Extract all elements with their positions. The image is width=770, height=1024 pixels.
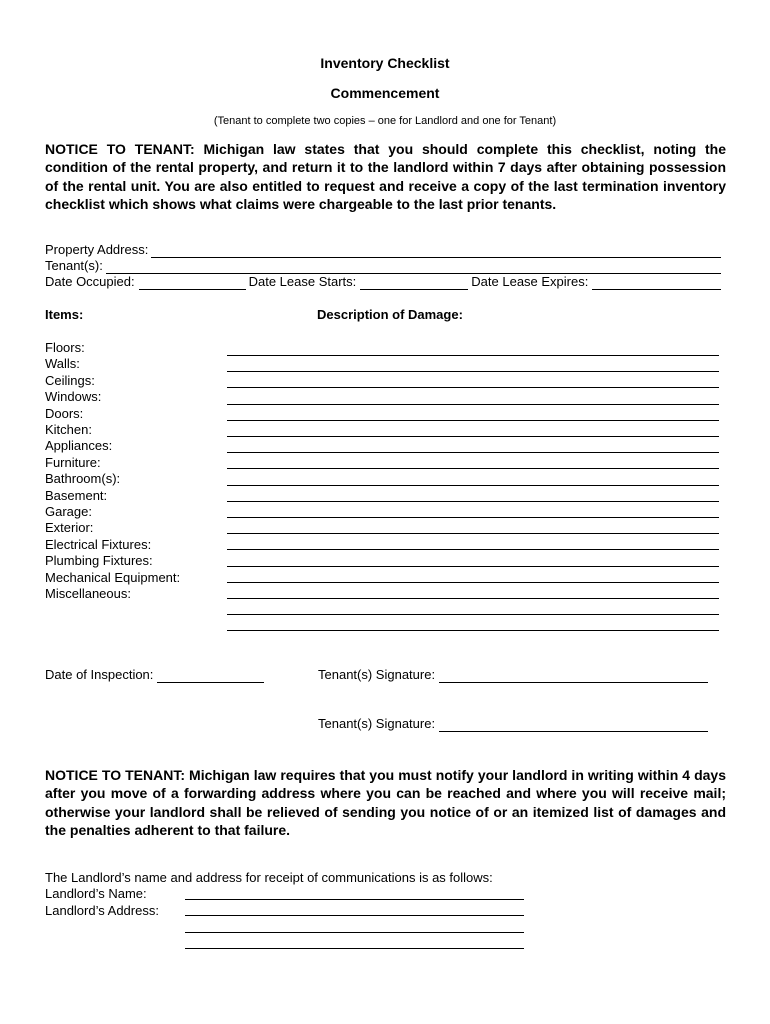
damage-description-line[interactable] bbox=[227, 614, 719, 615]
damage-description-line[interactable] bbox=[227, 598, 719, 599]
damage-description-line[interactable] bbox=[227, 566, 719, 567]
notice-to-tenant-forwarding-address: NOTICE TO TENANT: Michigan law requires that you must notify your landlord in writing within 4 days after you move of a forwarding address where you can be reached and where you will receive mail; otherwise your landlord shall be relieved of sending you notice of or an itemized list of damages and the penalties adherent to that failure. bbox=[45, 767, 726, 838]
damage-description-line[interactable] bbox=[227, 549, 719, 550]
damage-description-line[interactable] bbox=[227, 517, 719, 518]
damage-description-line[interactable] bbox=[227, 387, 719, 388]
tenant-signature-2-field[interactable] bbox=[318, 716, 708, 732]
damage-description-line[interactable] bbox=[227, 355, 719, 356]
date-occupied-label: Date Occupied: bbox=[45, 274, 135, 289]
damage-description-line[interactable] bbox=[227, 582, 719, 583]
property-address-field[interactable] bbox=[45, 242, 721, 258]
tenants-field[interactable] bbox=[45, 258, 721, 274]
damage-description-line[interactable] bbox=[227, 371, 719, 372]
lease-starts-line[interactable] bbox=[360, 278, 468, 290]
item-label: Miscellaneous: bbox=[45, 586, 131, 601]
damage-description-line[interactable] bbox=[227, 404, 719, 405]
item-label: Garage: bbox=[45, 504, 92, 519]
item-label: Windows: bbox=[45, 389, 102, 405]
tenant-signature-1-label: Tenant(s) Signature: bbox=[318, 667, 436, 682]
damage-description-line[interactable] bbox=[227, 436, 719, 437]
item-label: Basement: bbox=[45, 487, 108, 503]
damage-description-line[interactable] bbox=[227, 420, 719, 421]
item-label: Floors: bbox=[45, 340, 85, 355]
date-of-inspection-line[interactable] bbox=[157, 671, 264, 683]
damage-description-line[interactable] bbox=[227, 533, 719, 534]
landlord-intro-text: The Landlord’s name and address for receipt of communications is as follows: bbox=[45, 870, 493, 885]
date-of-inspection-field[interactable] bbox=[45, 667, 264, 683]
landlord-address-line[interactable] bbox=[185, 915, 524, 916]
notice-to-tenant-checklist: NOTICE TO TENANT: Michigan law states that you should complete this checklist, noting the condition of the rental property, and return it to the landlord within 7 days after obtaining possession of the rental unit. You are also entitled to request and receive a copy of the last termination inventory checklist which shows what claims were chargeable to the last prior tenants. bbox=[45, 141, 726, 212]
items-column-header: Items: bbox=[45, 307, 84, 322]
damage-description-line[interactable] bbox=[227, 501, 719, 502]
damage-description-line[interactable] bbox=[227, 630, 719, 631]
lease-starts-label: Date Lease Starts: bbox=[248, 274, 357, 289]
item-label: Ceilings: bbox=[45, 372, 95, 388]
item-label: Mechanical Equipment: bbox=[45, 569, 181, 585]
item-label: Appliances: bbox=[45, 438, 113, 454]
lease-expires-line[interactable] bbox=[592, 278, 721, 290]
tenants-line[interactable] bbox=[106, 262, 721, 274]
item-label: Plumbing Fixtures: bbox=[45, 553, 153, 569]
item-label: Doors: bbox=[45, 405, 84, 421]
damage-description-line[interactable] bbox=[227, 452, 719, 453]
landlord-address-label: Landlord’s Address: bbox=[45, 903, 159, 918]
page-title: Inventory Checklist bbox=[320, 55, 450, 71]
lease-dates-row bbox=[45, 274, 721, 290]
description-column-header: Description of Damage: bbox=[317, 307, 463, 322]
tenant-signature-1-field[interactable] bbox=[318, 667, 708, 683]
date-of-inspection-label: Date of Inspection: bbox=[45, 667, 154, 682]
date-occupied-line[interactable] bbox=[139, 278, 246, 290]
landlord-address-line[interactable] bbox=[185, 932, 524, 933]
property-address-line[interactable] bbox=[151, 246, 721, 258]
item-label: Kitchen: bbox=[45, 422, 92, 437]
item-label: Walls: bbox=[45, 356, 80, 372]
lease-expires-label: Date Lease Expires: bbox=[471, 274, 589, 289]
page-subtitle: Commencement bbox=[330, 85, 440, 101]
landlord-name-line[interactable] bbox=[185, 899, 524, 900]
item-label: Electrical Fixtures: bbox=[45, 536, 152, 552]
item-label: Exterior: bbox=[45, 520, 94, 536]
instruction-text: (Tenant to complete two copies – one for Landlord and one for Tenant) bbox=[213, 115, 557, 127]
damage-description-line[interactable] bbox=[227, 468, 719, 469]
property-address-label: Property Address: bbox=[45, 242, 149, 257]
landlord-name-label: Landlord’s Name: bbox=[45, 886, 147, 901]
damage-description-line[interactable] bbox=[227, 485, 719, 486]
item-label: Bathroom(s): bbox=[45, 471, 121, 487]
tenant-signature-1-line[interactable] bbox=[439, 671, 708, 683]
item-label: Furniture: bbox=[45, 454, 101, 470]
landlord-address-line[interactable] bbox=[185, 948, 524, 949]
tenant-signature-2-label: Tenant(s) Signature: bbox=[318, 716, 436, 731]
tenant-signature-2-line[interactable] bbox=[439, 720, 708, 732]
tenants-label: Tenant(s): bbox=[45, 258, 103, 273]
